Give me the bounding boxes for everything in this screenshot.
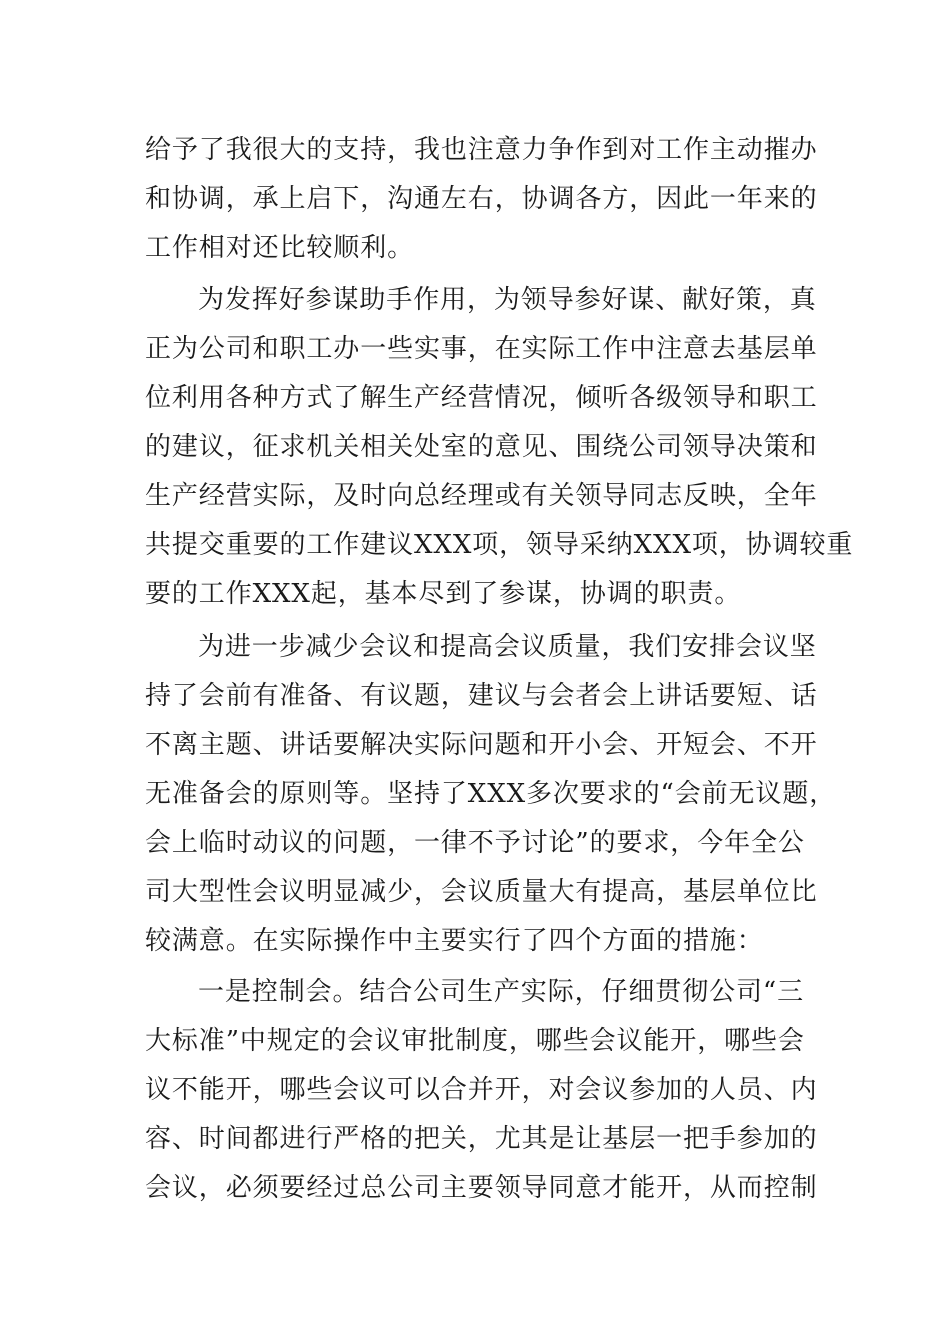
text-line: 不离主题、讲话要解决实际问题和开小会、开短会、不开 (145, 730, 818, 760)
text-line: 正为公司和职工办一些实事，在实际工作中注意去基层单 (145, 334, 818, 364)
text-line: 持了会前有准备、有议题，建议与会者会上讲话要短、话 (145, 681, 818, 711)
text-line: 要的工作XXX起，基本尽到了参谋，协调的职责。 (145, 579, 742, 609)
paragraph-first-line: 一是控制会。结合公司生产实际，仔细贯彻公司“三 (198, 977, 804, 1007)
paragraph-first-line: 为进一步减少会议和提高会议质量，我们安排会议坚 (198, 632, 817, 662)
text-line: 生产经营实际，及时向总经理或有关领导同志反映，全年 (145, 481, 818, 511)
text-line: 无准备会的原则等。坚持了XXX多次要求的“会前无议题， (145, 779, 837, 809)
paragraph-first-line: 为发挥好参谋助手作用，为领导参好谋、献好策，真 (198, 285, 817, 315)
text-line: 工作相对还比较顺利。 (145, 233, 415, 263)
text-line: 的建议，征求机关相关处室的意见、围绕公司领导决策和 (145, 432, 818, 462)
text-line: 议不能开，哪些会议可以合并开，对会议参加的人员、内 (145, 1075, 818, 1105)
text-line: 较满意。在实际操作中主要实行了四个方面的措施： (145, 926, 764, 956)
text-line: 会上临时动议的问题，一律不予讨论”的要求，今年全公 (145, 828, 805, 858)
text-line: 容、时间都进行严格的把关，尤其是让基层一把手参加的 (145, 1124, 818, 1154)
text-line: 会议，必须要经过总公司主要领导同意才能开，从而控制 (145, 1173, 818, 1203)
text-line: 位利用各种方式了解生产经营情况，倾听各级领导和职工 (145, 383, 818, 413)
text-line: 和协调，承上启下，沟通左右，协调各方，因此一年来的 (145, 184, 818, 214)
text-line: 大标准”中规定的会议审批制度，哪些会议能开，哪些会 (145, 1026, 805, 1056)
text-line: 给予了我很大的支持，我也注意力争作到对工作主动摧办 (145, 135, 818, 165)
text-line: 共提交重要的工作建议XXX项，领导采纳XXX项，协调较重 (145, 530, 854, 560)
text-line: 司大型性会议明显减少，会议质量大有提高，基层单位比 (145, 877, 818, 907)
